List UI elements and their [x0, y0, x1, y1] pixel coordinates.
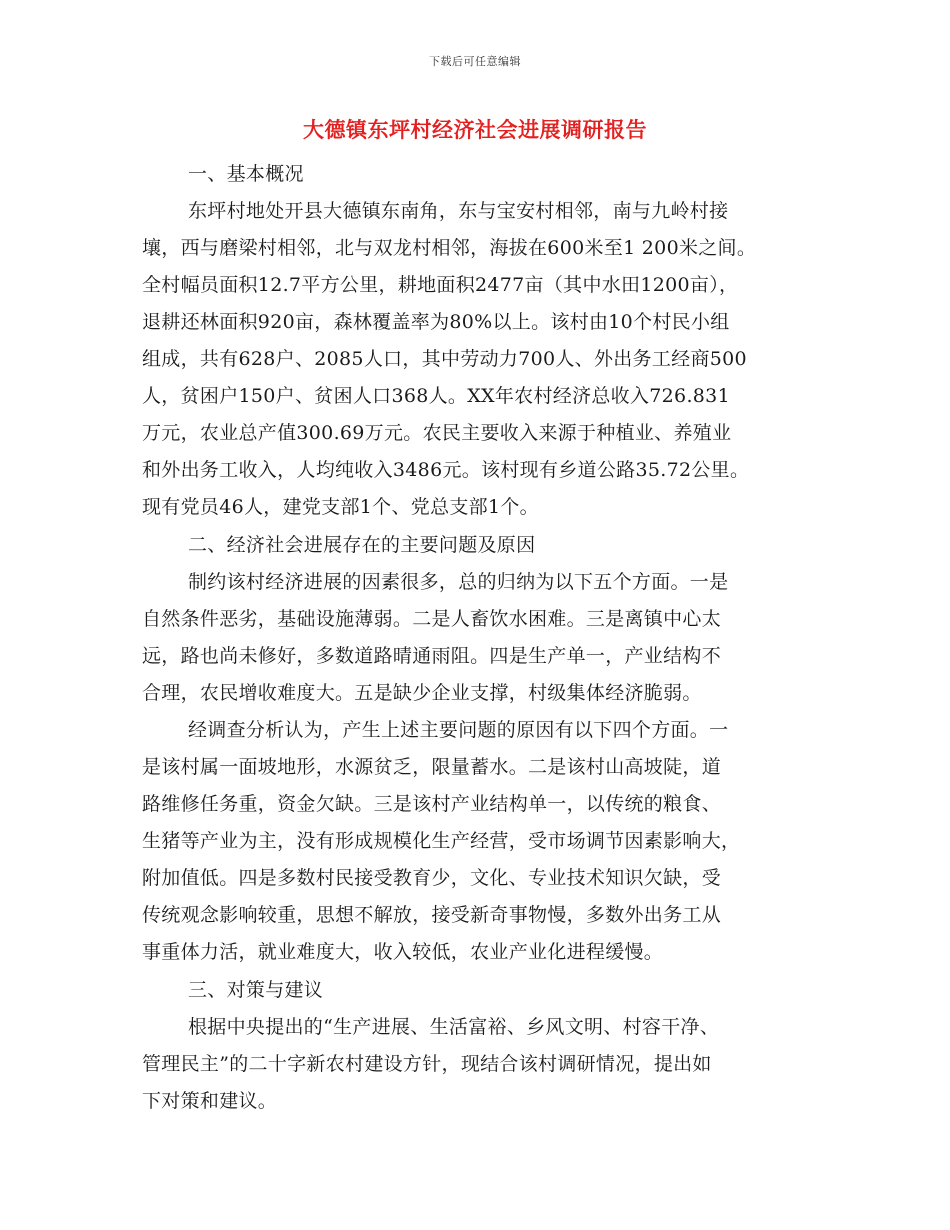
paragraph-line: 壤，西与磨梁村相邻，北与双龙村相邻，海拔在600米至1 200米之间。 — [142, 237, 757, 259]
paragraph-line: 退耕还林面积920亩，森林覆盖率为80%以上。该村由10个村民小组 — [142, 311, 730, 333]
section-heading-2: 二、经济社会进展存在的主要问题及原因 — [188, 534, 536, 556]
document-title: 大德镇东坪村经济社会进展调研报告 — [303, 117, 647, 142]
paragraph-line: 经调查分析认为，产生上述主要问题的原因有以下四个方面。一 — [188, 719, 729, 741]
paragraph-line: 生猪等产业为主，没有形成规模化生产经营，受市场调节因素影响大， — [142, 830, 741, 852]
paragraph-line: 制约该村经济进展的因素很多，总的归纳为以下五个方面。一是 — [188, 571, 729, 593]
page-header-note: 下载后可任意编辑 — [429, 55, 521, 68]
paragraph-line: 万元，农业总产值300.69万元。农民主要收入来源于种植业、养殖业 — [142, 422, 732, 444]
paragraph-line: 传统观念影响较重，思想不解放，接受新奇事物慢，多数外出务工从 — [142, 904, 722, 926]
paragraph-line: 下对策和建议。 — [142, 1090, 278, 1112]
paragraph-line: 和外出务工收入，人均纯收入3486元。该村现有乡道公路35.72公里。 — [142, 459, 750, 481]
paragraph-line: 远，路也尚未修好，多数道路晴通雨阻。四是生产单一，产业结构不 — [142, 645, 722, 667]
paragraph-line: 合理，农民增收难度大。五是缺少企业支撑，村级集体经济脆弱。 — [142, 682, 702, 704]
paragraph-line: 全村幅员面积12.7平方公里，耕地面积2477亩（其中水田1200亩）， — [142, 274, 739, 296]
paragraph-line: 路维修任务重，资金欠缺。三是该村产业结构单一，以传统的粮食、 — [142, 793, 722, 815]
paragraph-line: 根据中央提出的“生产进展、生活富裕、乡风文明、村容干净、 — [188, 1016, 720, 1038]
paragraph-line: 东坪村地处开县大德镇东南角，东与宝安村相邻，南与九岭村接 — [188, 200, 729, 222]
paragraph-line: 事重体力活，就业难度大，收入较低，农业产业化进程缓慢。 — [142, 941, 664, 963]
paragraph-line: 现有党员46人，建党支部1个、党总支部1个。 — [142, 496, 539, 518]
section-heading-3: 三、对策与建议 — [188, 979, 324, 1001]
paragraph-line: 是该村属一面坡地形，水源贫乏，限量蓄水。二是该村山高坡陡，道 — [142, 756, 722, 778]
paragraph-line: 人，贫困户150户、贫困人口368人。XX年农村经济总收入726.831 — [142, 385, 730, 407]
paragraph-line: 附加值低。四是多数村民接受教育少，文化、专业技术知识欠缺，受 — [142, 867, 722, 889]
paragraph-line: 自然条件恶劣，基础设施薄弱。二是人畜饮水困难。三是离镇中心太 — [142, 608, 722, 630]
section-heading-1: 一、基本概况 — [188, 163, 304, 185]
paragraph-line: 管理民主”的二十字新农村建设方针，现结合该村调研情况，提出如 — [142, 1053, 712, 1075]
paragraph-line: 组成，共有628户、2085人口，其中劳动力700人、外出务工经商500 — [142, 348, 747, 370]
